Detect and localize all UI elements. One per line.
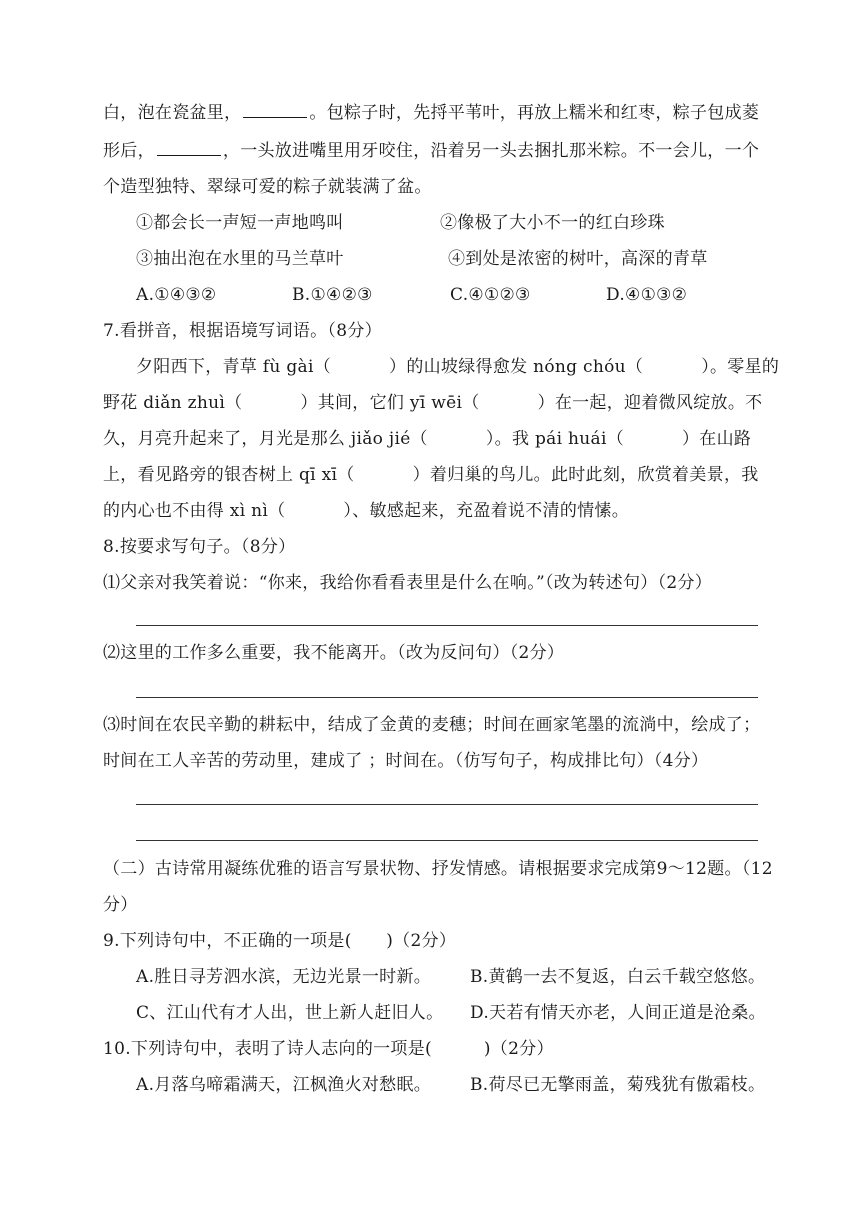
choice-d[interactable]: D.④①③②	[606, 285, 688, 305]
q7-text: ）其间，它们 yī wēi（	[300, 393, 480, 413]
question-9-title: 9.下列诗句中，不正确的一项是( )（2分）	[103, 931, 457, 951]
question-7-title: 7.看拼音，根据语境写词语。（8分）	[103, 321, 382, 341]
q7-line-1	[136, 356, 779, 378]
sentence-option-2: ②像极了大小不一的红白珍珠	[440, 213, 665, 233]
passage-text: 白，泡在瓷盆里，	[103, 103, 242, 123]
q7-text: ）。我 pái huái（	[485, 429, 624, 449]
q7-text: ）的山坡绿得愈发 nóng chóu（	[389, 357, 644, 377]
q7-text: ）着归巢的鸟儿。此时此刻，欣赏着美景，我	[412, 465, 759, 485]
q7-text: ）。零星的	[701, 357, 780, 377]
q8-prompt-2: ⑵这里的工作多么重要，我不能离开。（改为反问句）（2分）	[103, 643, 565, 663]
q7-line-3	[103, 428, 751, 450]
q7-line-2	[103, 392, 762, 414]
q8-answer-line-1[interactable]	[136, 625, 758, 626]
passage-line-2	[103, 140, 759, 162]
q7-text: 的内心也不由得 xì nì（	[103, 501, 286, 521]
q7-text: 夕阳西下，青草 fù gài（	[136, 357, 332, 377]
q7-text: ）、敏感起来，充盈着说不清的情愫。	[343, 501, 630, 521]
passage-text: ，一头放进嘴里用牙咬住，沿着另一头去捆扎那米粽。不一会儿，一个	[222, 141, 760, 161]
sentence-option-4: ④到处是浓密的树叶，高深的青草	[448, 249, 708, 269]
q7-text: ）在山路	[682, 429, 752, 449]
q9-choice-c[interactable]: C、江山代有才人出，世上新人赶旧人。	[136, 1003, 444, 1023]
passage-line-1	[103, 102, 759, 124]
q7-line-4	[103, 464, 759, 486]
passage-text: 形后，	[103, 141, 155, 161]
passage-line-3: 个造型独特、翠绿可爱的粽子就装满了盆。	[103, 177, 432, 197]
q9-choice-b[interactable]: B.黄鹤一去不复返，白云千载空悠悠。	[470, 967, 766, 987]
q8-prompt-3b: 时间在工人辛苦的劳动里，建成了 ；时间在。（仿写句子，构成排比句）（4分）	[103, 751, 709, 771]
q8-answer-line-4[interactable]	[136, 840, 758, 841]
q7-text: 久，月亮升起来了，月光是那么 jiǎo jié（	[103, 429, 428, 449]
q8-prompt-1: ⑴父亲对我笑着说：“你来，我给你看看表里是什么在响。”（改为转述句）（2分）	[103, 573, 713, 593]
q8-prompt-3a: ⑶时间在农民辛勤的耕耘中，结成了金黄的麦穗；时间在画家笔墨的流淌中，绘成了；	[103, 715, 761, 735]
passage-text: 。包粽子时，先捋平苇叶，再放上糯米和红枣，粽子包成菱	[309, 103, 760, 123]
q10-choice-b[interactable]: B.荷尽已无擎雨盖，菊残犹有傲霜枝。	[470, 1075, 766, 1095]
q8-answer-line-3[interactable]	[136, 804, 758, 805]
q9-choice-a[interactable]: A.胜日寻芳泗水滨，无边光景一时新。	[136, 967, 432, 987]
choice-c[interactable]: C.④①②③	[450, 285, 531, 305]
q8-answer-line-2[interactable]	[136, 697, 758, 698]
choice-b[interactable]: B.①④②③	[292, 285, 373, 305]
q10-choice-a[interactable]: A.月落乌啼霜满天，江枫渔火对愁眠。	[136, 1075, 432, 1095]
q7-text: 上，看见路旁的银杏树上 qī xī（	[103, 465, 355, 485]
question-8-title: 8.按要求写句子。（8分）	[103, 537, 296, 557]
q7-text: ）在一起，迎着微风绽放。不	[537, 393, 763, 413]
q7-text: 野花 diǎn zhuì（	[103, 393, 243, 413]
q9-choice-d[interactable]: D.天若有情天亦老，人间正道是沧桑。	[470, 1003, 766, 1023]
section-2-heading-cont: 分）	[103, 895, 138, 915]
answer-blank-2[interactable]	[157, 141, 221, 156]
answer-blank-1[interactable]	[243, 103, 307, 118]
question-10-title: 10.下列诗句中，表明了诗人志向的一项是( )（2分）	[103, 1039, 554, 1059]
section-2-heading: （二）古诗常用凝练优雅的语言写景状物、抒发情感。请根据要求完成第9～12题。（12	[103, 859, 773, 879]
q7-line-5	[103, 500, 629, 522]
choice-a[interactable]: A.①④③②	[136, 285, 217, 305]
sentence-option-1: ①都会长一声短一声地鸣叫	[136, 213, 344, 233]
sentence-option-3: ③抽出泡在水里的马兰草叶	[136, 249, 344, 269]
